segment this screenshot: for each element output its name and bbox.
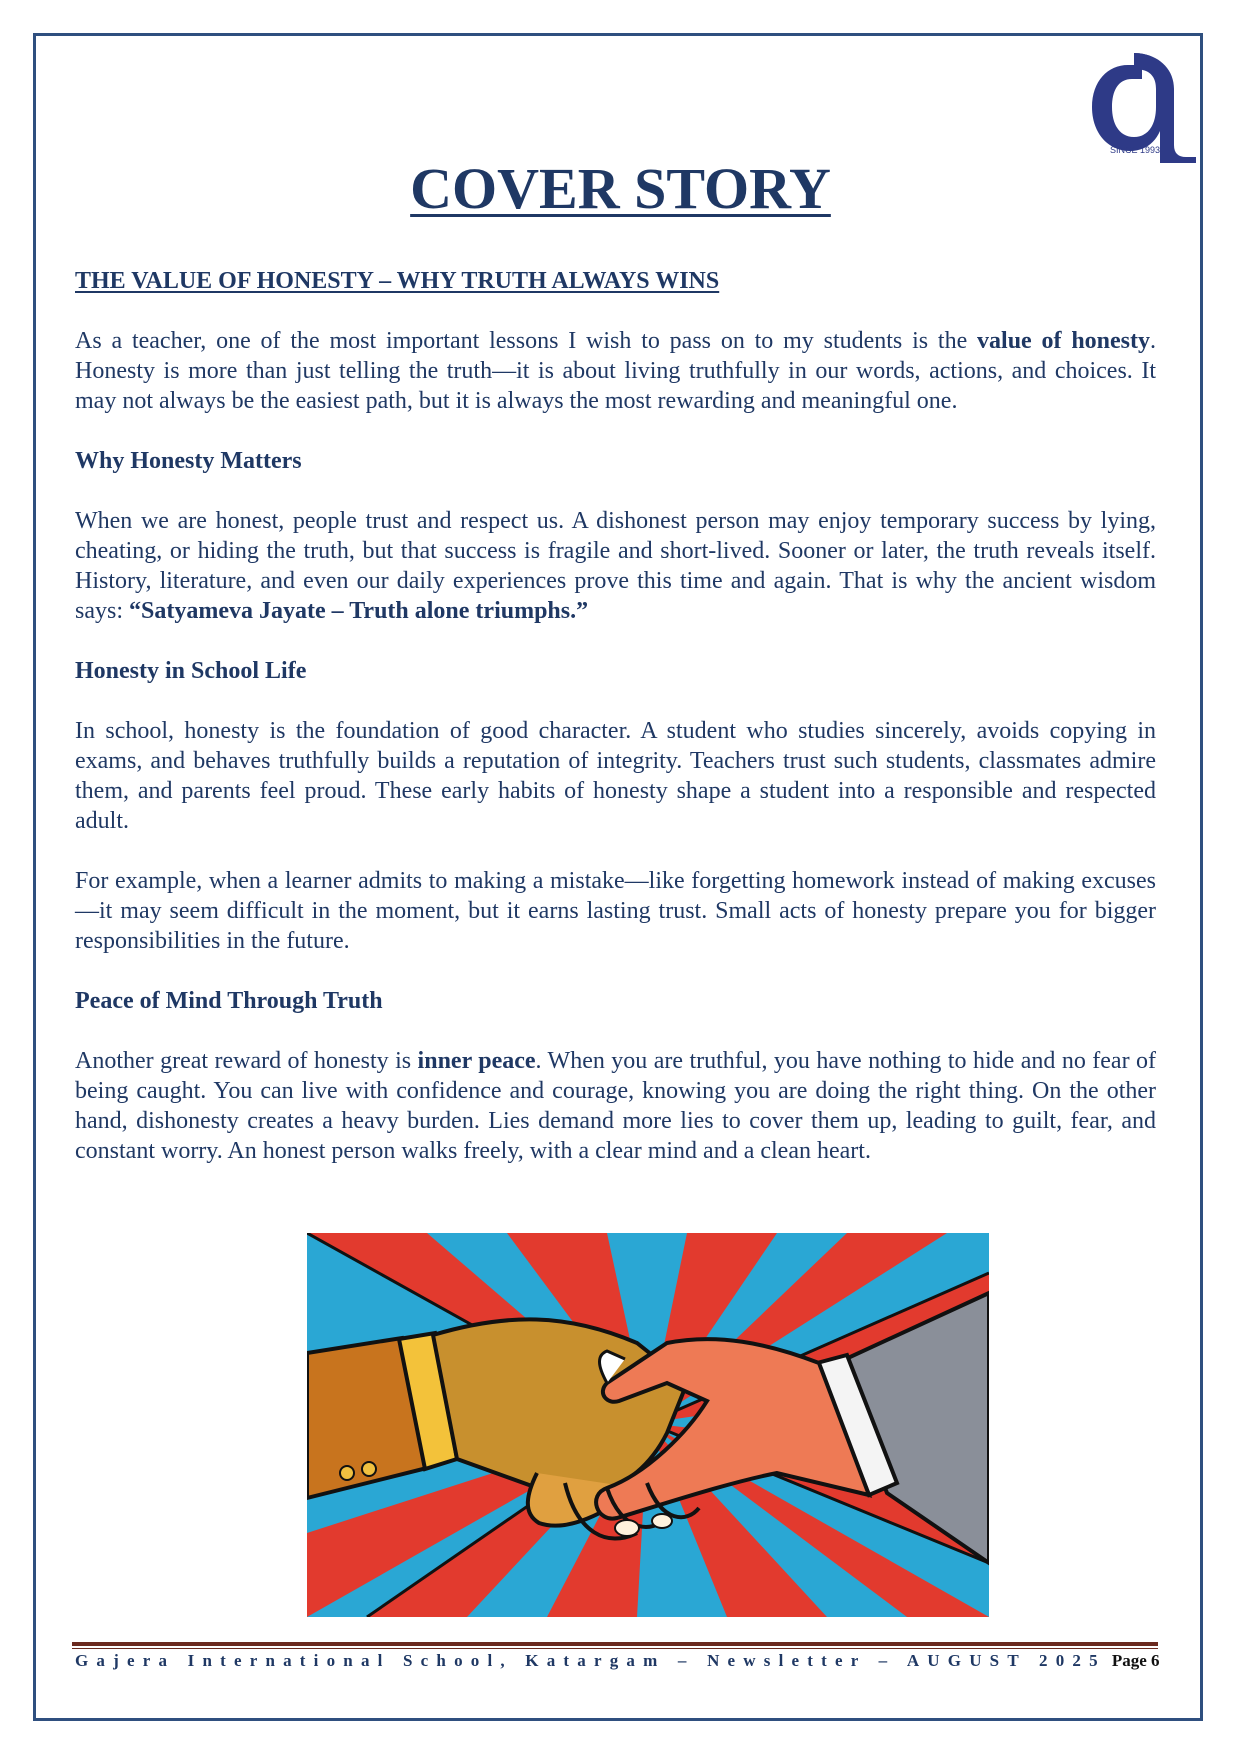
article-body <box>75 266 1156 1196</box>
peace-of-mind-paragraph: Another great reward of honesty is inner peace. When you are truthful, you have nothing to hide and no fear of being caught. You can live with confidence and courage, knowing you are doing the right thing. On the other hand, dishonesty creates a heavy burden. Lies demand more lies to cover them up, leading to guilt, fear, and constant worry. An honest person walks freely, with a clear mind and a clean heart. <box>75 1048 1156 1164</box>
page-number: Page 6 <box>1111 1651 1160 1670</box>
school-life-paragraph-1: In school, honesty is the foundation of good character. A student who studies sincerely, avoids copying in exams, and behaves truthfully builds a reputation of integrity. Teachers trust such students, classmates admire them, and parents feel proud. These early habits of honesty shape a student into a responsible and respected adult. <box>75 718 1156 834</box>
why-honesty-paragraph: When we are honest, people trust and respect us. A dishonest person may enjoy temporary success by lying, cheating, or hiding the truth, but that success is fragile and short-lived. Sooner or later, the truth reveals itself. History, literature, and even our daily experiences prove this time and again. That is why the ancient wisdom says: “Satyameva Jayate – Truth alone triumphs.” <box>75 508 1156 624</box>
satyameva-quote: “Satyameva Jayate – Truth alone triumphs.” <box>129 598 589 624</box>
cover-title: COVER STORY <box>410 156 831 221</box>
logo-tagline: SINCE 1993 <box>1110 145 1161 155</box>
handshake-pop-art-icon <box>307 1233 989 1617</box>
handshake-illustration <box>307 1233 989 1617</box>
emphasis-inner-peace: inner peace <box>417 1048 536 1074</box>
school-logo-a-icon <box>1090 45 1202 165</box>
footer-text: Gajera International School, Katargam – Newsletter – AUGUST 2025 <box>75 1651 1106 1670</box>
footer-rule <box>72 1642 1158 1646</box>
section-heading-school-life: Honesty in School Life <box>75 658 307 684</box>
section-heading-peace-of-mind: Peace of Mind Through Truth <box>75 988 383 1014</box>
footer-rule-thin <box>72 1648 1158 1649</box>
intro-paragraph: As a teacher, one of the most important lessons I wish to pass on to my students is the value of honesty. Honesty is more than just telling the truth—it is about living truthfully in our words, actions, and choices. It may not always be the easiest path, but it is always the most rewarding and meaningful one. <box>75 328 1156 414</box>
school-life-paragraph-2: For example, when a learner admits to making a mistake—like forgetting homework instead of making excuses—it may seem difficult in the moment, but it earns lasting trust. Small acts of honesty prepare you for bigger responsibilities in the future. <box>75 868 1156 954</box>
emphasis-value-of-honesty: value of honesty <box>977 328 1150 354</box>
article-title: THE VALUE OF HONESTY – WHY TRUTH ALWAYS WINS <box>75 268 720 294</box>
section-heading-why-honesty: Why Honesty Matters <box>75 448 302 474</box>
page-footer <box>75 1651 1160 1679</box>
